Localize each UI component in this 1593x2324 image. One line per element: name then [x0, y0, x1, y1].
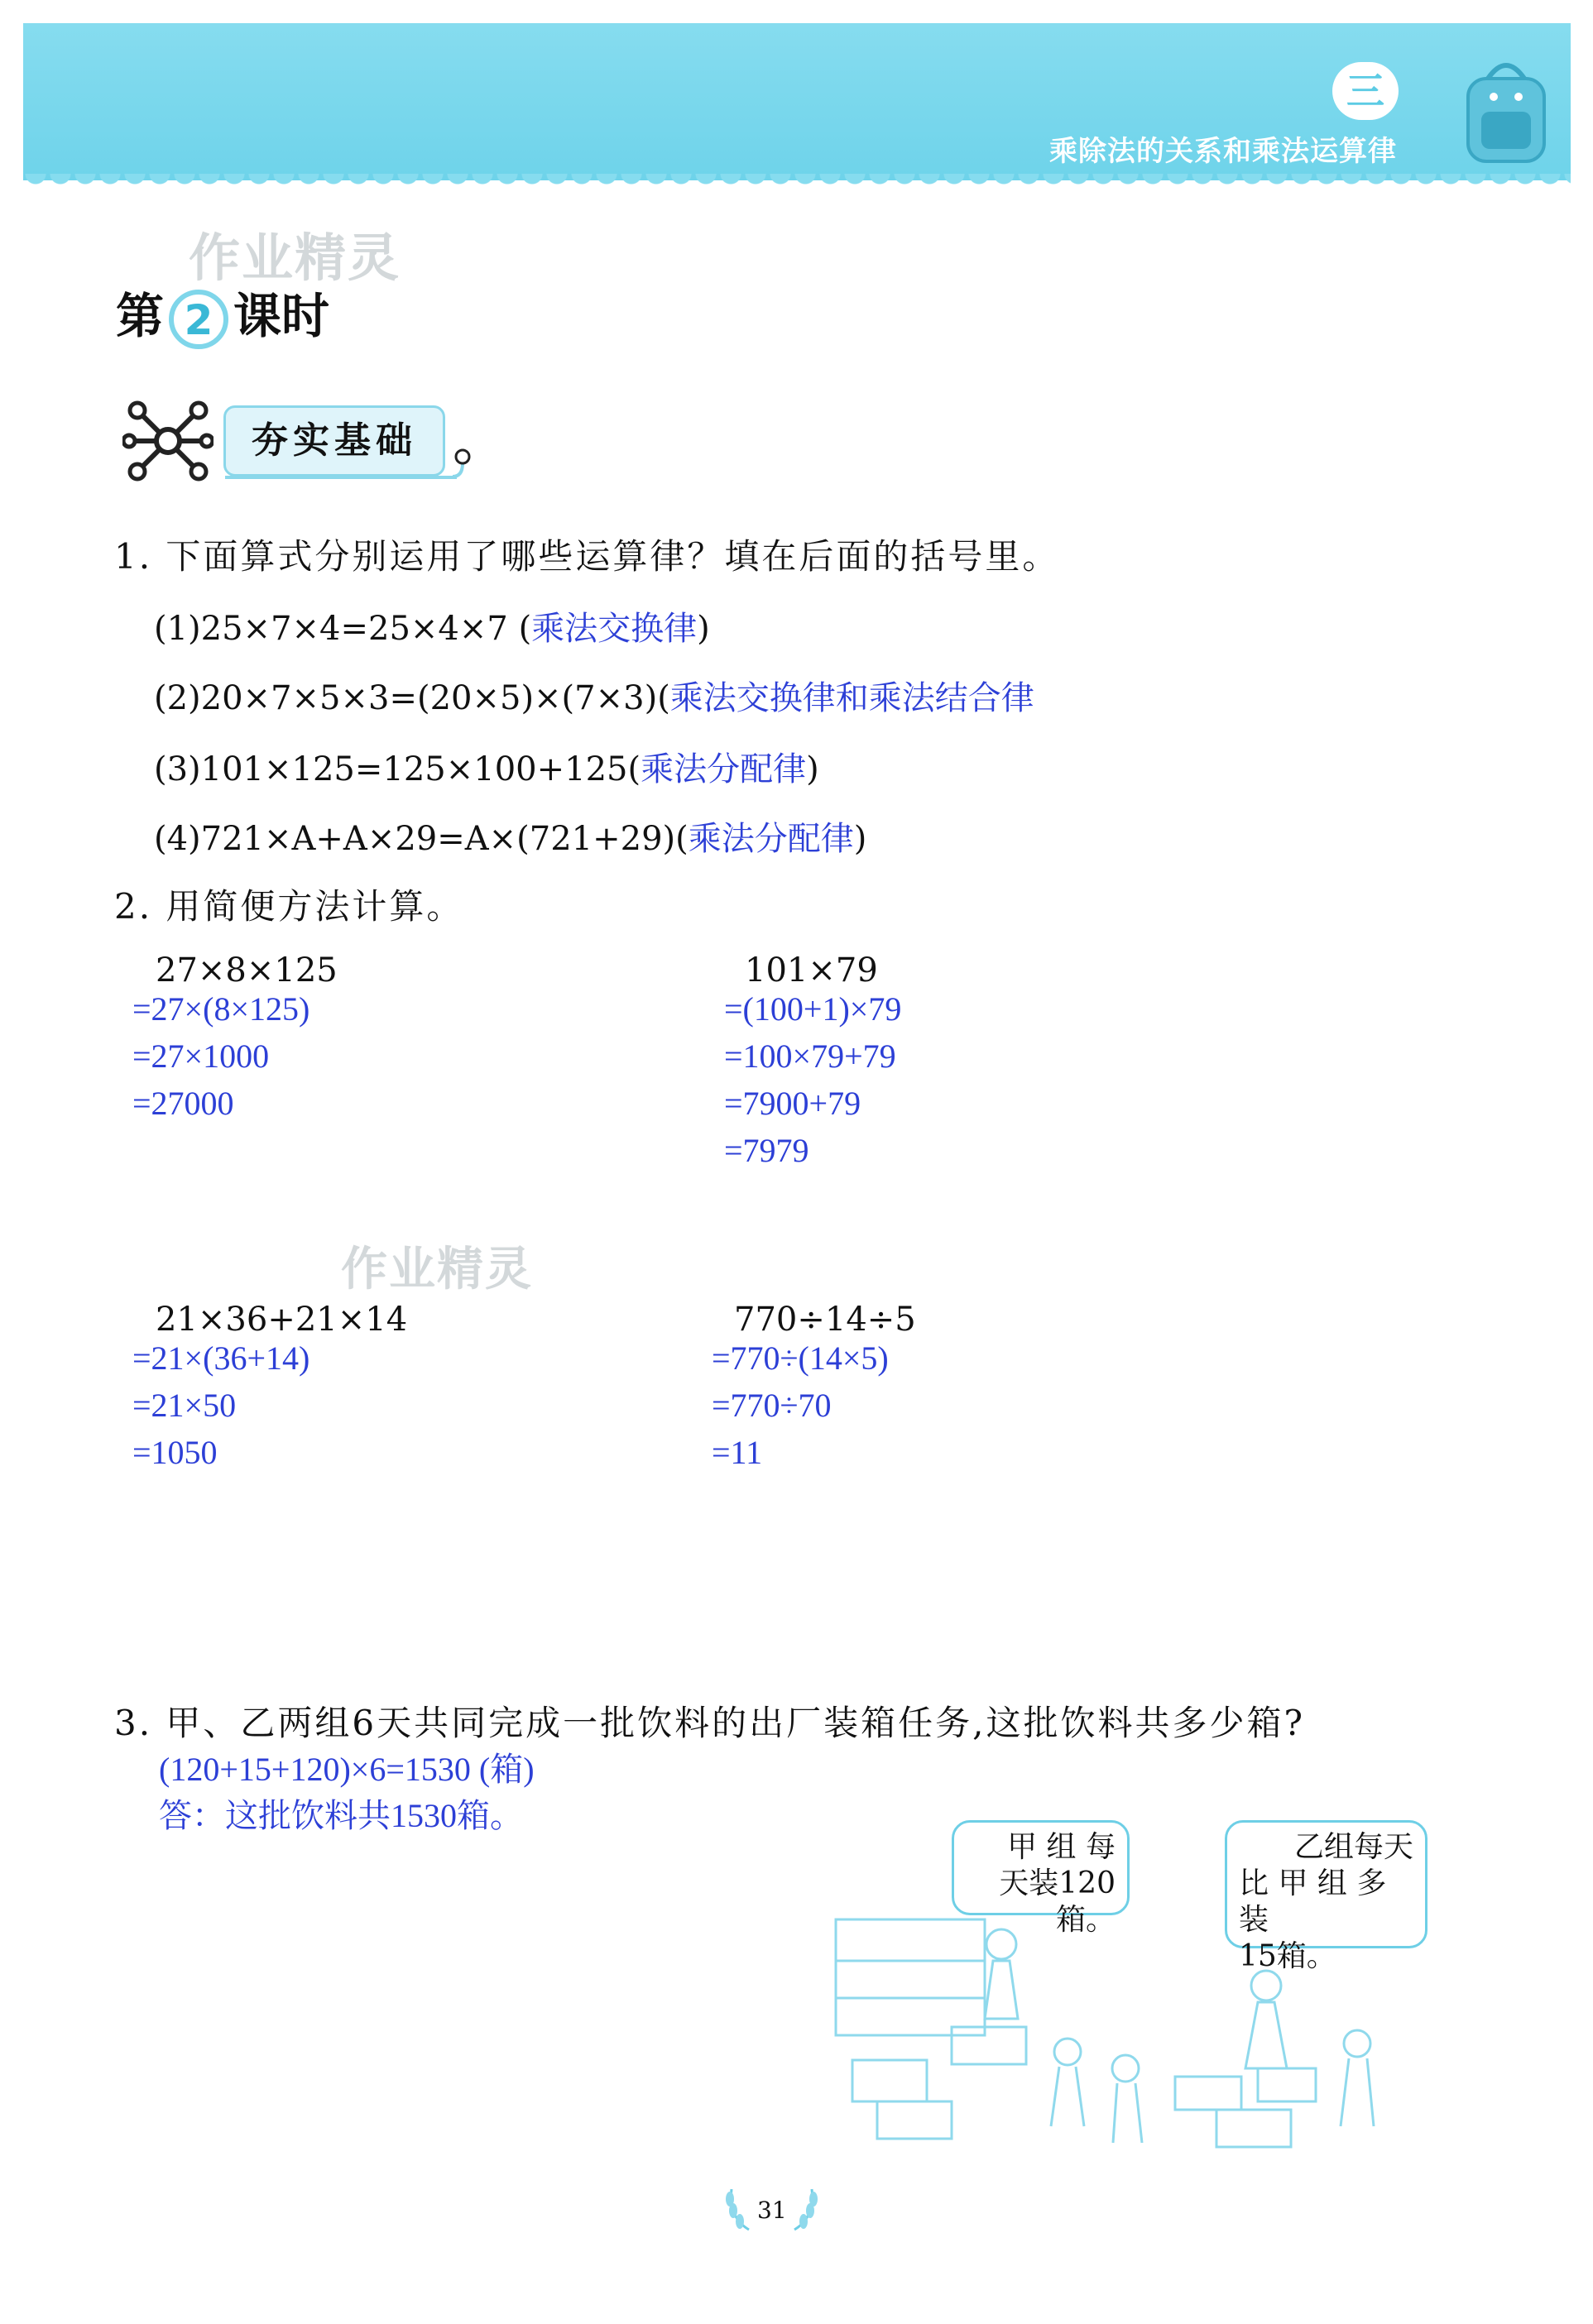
paren-open: ( — [518, 610, 532, 648]
q1-expr: (2)20×7×5×3=(20×5)×(7×3) — [154, 679, 658, 717]
q2-expr-1: 27×8×125 — [156, 951, 338, 989]
q2-step: =100×79+79 — [724, 1037, 896, 1075]
bubble-line: 15箱。 — [1239, 1939, 1336, 1973]
lesson-prefix: 第 — [116, 288, 165, 344]
header-wave-border — [23, 174, 1571, 199]
page-number: 31 — [757, 2197, 787, 2224]
q2-step: =770÷70 — [712, 1387, 832, 1424]
q2-expr-3: 21×36+21×14 — [156, 1301, 408, 1339]
bubble-line: 乙组每天 — [1293, 1830, 1413, 1864]
q1-item-2 — [154, 672, 1034, 719]
watermark: 作业精灵 — [189, 228, 401, 288]
q2-step: =11 — [712, 1434, 763, 1471]
q1-expr: (3)101×125=125×100+125 — [154, 750, 628, 788]
bubble-line: 甲 组 每 — [1007, 1830, 1116, 1864]
q2-step: =7979 — [724, 1132, 809, 1169]
unit-number-badge: 三 — [1332, 62, 1399, 120]
paren-close: ) — [853, 820, 867, 858]
q2-step: =1050 — [132, 1434, 218, 1471]
q2-expr-2: 101×79 — [745, 951, 878, 989]
q1-expr: (4)721×A+A×29=A×(721+29) — [154, 820, 676, 858]
q3-answer: 答：这批饮料共1530箱。 — [159, 1797, 523, 1834]
schoolbag-icon — [1456, 46, 1556, 170]
section-title: 夯实基础 — [223, 405, 445, 477]
q1-item-1 — [154, 602, 710, 649]
speech-bubble-a — [952, 1820, 1130, 1937]
paren-close: ) — [697, 610, 710, 648]
question-2-prompt: 2. 用简便方法计算。 — [114, 886, 464, 927]
q2-step: =21×(36+14) — [132, 1339, 310, 1377]
paren-close: ) — [806, 750, 819, 788]
bubble-line: 比 甲 组 多 装 — [1239, 1866, 1387, 1937]
bubble-line: 天装120箱。 — [999, 1866, 1116, 1937]
q1-expr: (1)25×7×4=25×4×7 — [154, 610, 508, 648]
q1-answer: 乘法分配律 — [688, 820, 854, 857]
q2-step: =770÷(14×5) — [712, 1339, 889, 1377]
watermark: 作业精灵 — [341, 1243, 533, 1296]
unit-title: 乘除法的关系和乘法运算律 — [1049, 135, 1397, 168]
q1-answer: 乘法交换律和乘法结合律 — [669, 679, 1034, 716]
paren-open: ( — [675, 820, 689, 858]
lesson-title — [116, 277, 329, 349]
q1-item-4 — [154, 812, 866, 860]
lesson-number-badge: 2 — [169, 290, 228, 349]
laurel-right-icon — [790, 2184, 823, 2234]
q2-step: =(100+1)×79 — [724, 990, 902, 1028]
workers-packing-illustration — [828, 1903, 1423, 2151]
q3-work: (120+15+120)×6=1530 (箱) — [159, 1751, 535, 1788]
q2-step: =7900+79 — [724, 1085, 861, 1122]
q2-expr-4: 770÷14÷5 — [734, 1301, 916, 1339]
q1-answer: 乘法分配律 — [641, 750, 807, 788]
network-icon — [122, 395, 214, 486]
laurel-left-icon — [720, 2184, 753, 2234]
line-end-dot — [451, 438, 476, 480]
lesson-suffix: 课时 — [233, 288, 330, 344]
paren-open: ( — [657, 679, 670, 717]
q1-item-3 — [154, 743, 819, 790]
q2-step: =27×1000 — [132, 1037, 270, 1075]
question-1-prompt: 1. 下面算式分别运用了哪些运算律？填在后面的括号里。 — [114, 536, 1060, 577]
q2-step: =21×50 — [132, 1387, 237, 1424]
q2-step: =27000 — [132, 1085, 234, 1122]
q1-answer: 乘法交换律 — [531, 610, 698, 647]
section-underline — [225, 476, 457, 479]
question-3-prompt: 3. 甲、乙两组6天共同完成一批饮料的出厂装箱任务,这批饮料共多少箱? — [114, 1703, 1306, 1743]
paren-open: ( — [627, 750, 641, 788]
q2-step: =27×(8×125) — [132, 990, 310, 1028]
